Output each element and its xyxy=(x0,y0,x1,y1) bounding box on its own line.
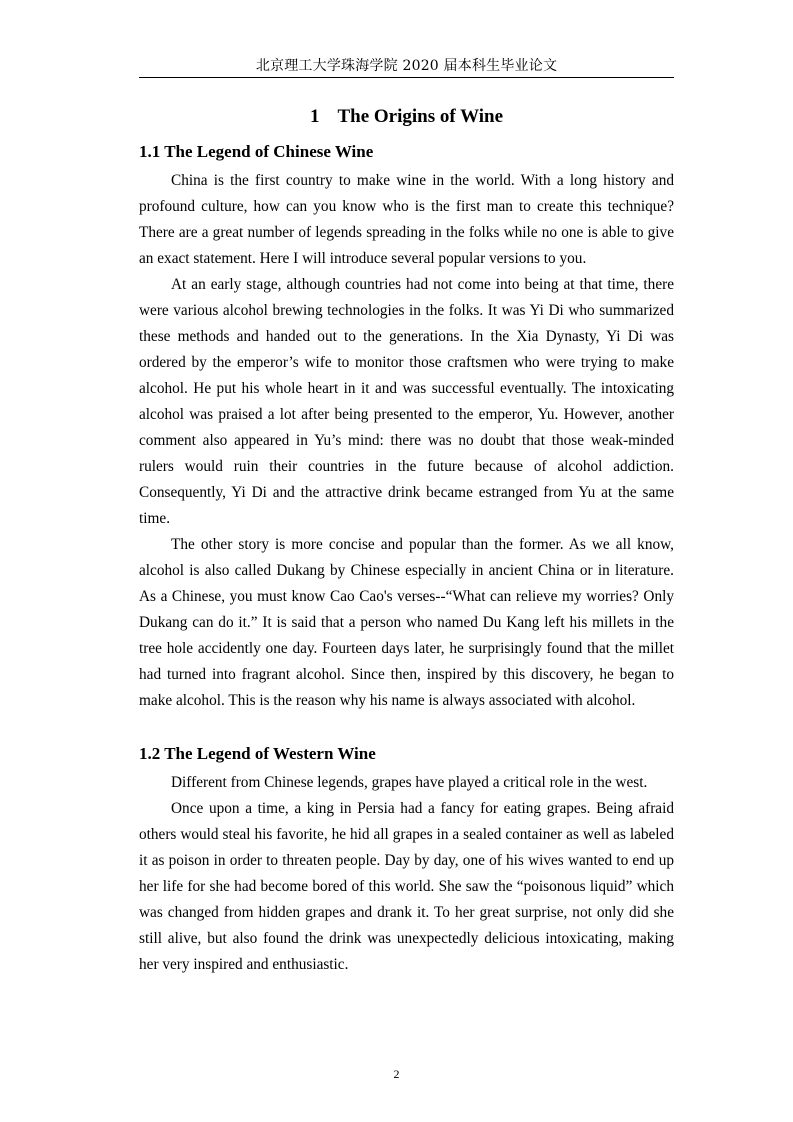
section-title: 1.2 The Legend of Western Wine xyxy=(139,744,376,763)
running-header: 北京理工大学珠海学院 2020 届本科生毕业论文 xyxy=(255,58,558,74)
paragraph: Different from Chinese legends, grapes have played a critical role in the west. xyxy=(171,774,648,791)
page-body xyxy=(139,100,674,978)
section-spacer xyxy=(139,714,674,740)
chapter-title xyxy=(139,100,674,134)
paragraph: The other story is more concise and popular than the former. As we all know, alcohol is also called Dukang by Chinese especially in ancient China or in literature. As a Chinese, you must know Cao Cao's verses--“What can relieve my worries? Only Dukang can do it.” It is said that a person who named Du Kang left his millets in the tree hole accidently one day. Fourteen days later, he surprisingly found that the millet had turned into fragrant alcohol. Since then, inspired by this discovery, he began to make alcohol. This is the reason why his name is always associated with alcohol. xyxy=(139,536,674,709)
section-1-2 xyxy=(139,742,674,978)
paragraph: Once upon a time, a king in Persia had a fancy for eating grapes. Being afraid others would steal his favorite, he hid all grapes in a sealed container as well as labeled it as poison in order to threaten people. Day by day, one of his wives wanted to end up her life for she had become bored of this world. She saw the “poisonous liquid” which was changed from hidden grapes and drank it. To her great surprise, not only did she still alive, but also found the drink was unexpectedly delicious intoxicating, making her very inspired and enthusiastic. xyxy=(139,800,674,973)
paragraph: China is the first country to make wine in the world. With a long history and profound culture, how can you know who is the first man to create this technique? There are a great number of legends spreading in the folks while no one is able to give an exact statement. Here I will introduce several popular versions to you. xyxy=(139,172,674,267)
chapter-title-text: The Origins of Wine xyxy=(337,106,504,127)
header-rule xyxy=(139,77,674,78)
chapter-number: 1 xyxy=(309,106,320,127)
section-title: 1.1 The Legend of Chinese Wine xyxy=(139,142,374,161)
section-1-1 xyxy=(139,140,674,714)
paragraph: At an early stage, although countries had not come into being at that time, there were various alcohol brewing technologies in the folks. It was Yi Di who summarized these methods and handed out to the generations. In the Xia Dynasty, Yi Di was ordered by the emperor’s wife to monitor those craftsmen who were trying to make alcohol. He put his whole heart in it and was successful eventually. The intoxicating alcohol was praised a lot after being presented to the emperor, Yu. However, another comment also appeared in Yu’s mind: there was no doubt that those weak-minded rulers would ruin their countries in the future because of alcohol addiction. Consequently, Yi Di and the attractive drink became estranged from Yu at the same time. xyxy=(139,276,674,527)
page-number: 2 xyxy=(393,1067,400,1081)
